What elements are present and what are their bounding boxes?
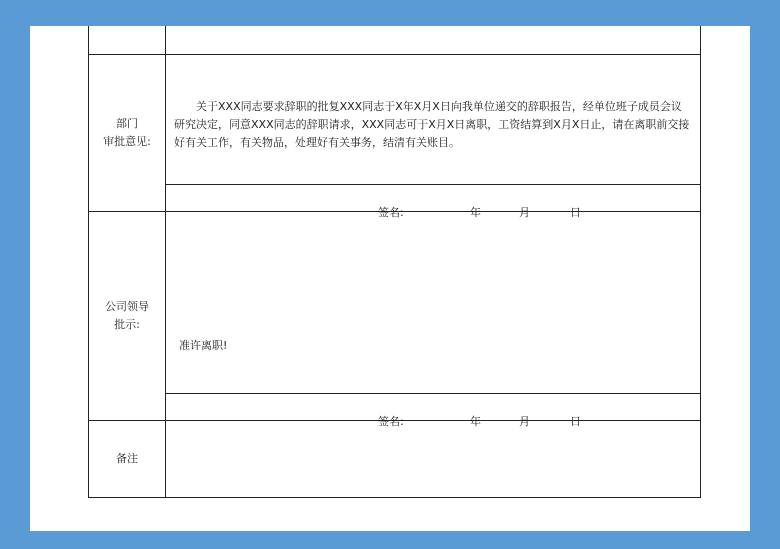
document-page (30, 26, 750, 531)
dept-sign-cell (166, 185, 701, 219)
dept-sign-year: 年 (470, 206, 481, 219)
dept-approval-label-line2: 审批意见: (103, 135, 151, 148)
leader-instruction-content (166, 212, 701, 394)
dept-sign-label: 签名: (378, 206, 404, 219)
top-partial-content-cell (166, 26, 701, 55)
remarks-label: 备注 (89, 421, 166, 498)
dept-approval-row (89, 55, 701, 185)
leader-instruction-label (89, 212, 166, 421)
dept-sign-day: 日 (570, 206, 581, 219)
leader-instruction-text: 准许离职! (179, 338, 228, 352)
resignation-approval-form (88, 26, 701, 498)
dept-approval-label-line1: 部门 (116, 117, 138, 130)
leader-sign-cell (166, 394, 701, 428)
dept-sign-month: 月 (519, 206, 530, 219)
leader-instruction-label-line2: 批示: (114, 318, 140, 331)
top-partial-row (89, 26, 701, 55)
top-partial-label-cell (89, 26, 166, 55)
leader-sign-month: 月 (519, 415, 530, 428)
remarks-row (89, 421, 701, 498)
dept-sign-row (89, 185, 701, 212)
leader-instruction-row (89, 212, 701, 394)
dept-approval-label (89, 55, 166, 212)
leader-sign-row (89, 394, 701, 421)
dept-approval-content (166, 55, 701, 185)
leader-instruction-label-line1: 公司领导 (105, 300, 149, 313)
remarks-content (166, 421, 701, 498)
dept-approval-text: 关于XXX同志要求辞职的批复XXX同志于X年X月X日向我单位递交的辞职报告，经单位班子成员会议研究决定，同意XXX同志的辞职请求，XXX同志可于X月X日离职，工资结算到X月X日止，请在离职前交接好有关工作，有关物品，处理好有关事务，结清有关账目。 (174, 99, 690, 149)
leader-sign-day: 日 (570, 415, 581, 428)
leader-sign-year: 年 (470, 415, 481, 428)
leader-sign-label: 签名: (378, 415, 404, 428)
